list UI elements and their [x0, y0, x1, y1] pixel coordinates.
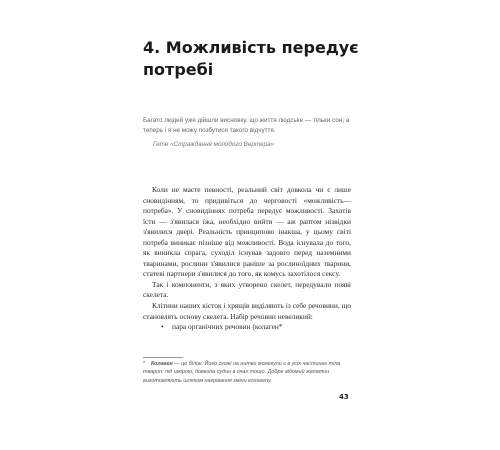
- paragraph: Так і компоненти, з яких утворено скелет, передували появі скелета.: [143, 279, 351, 300]
- footnote-divider: [143, 357, 183, 358]
- footnote-term: Колаген: [151, 361, 173, 367]
- paragraph: Клітини наших кісток і хрящів виділяють із себе речовини, що становлять основу скелета. Набір речовин невеликий:: [143, 301, 351, 321]
- chapter-title: 4. Можливість передує потребі: [143, 38, 359, 79]
- page-number: 43: [339, 393, 349, 401]
- footnote: [143, 360, 353, 385]
- bullet-item: [143, 322, 351, 333]
- epigraph-text: Багато людей уже дійшли висновку, що життя людське — тільки сон, а теперь і я не можу позбутися такого відчуття.: [143, 117, 350, 134]
- epigraph: [143, 116, 353, 150]
- epigraph-source: Гете «Страждання молодого Вертера»: [153, 141, 275, 148]
- bullet-marker: •: [161, 322, 164, 332]
- paragraph: Коли не маєте певності, реальний світ довкола чи є лише сновидінням, то придивіться до черговості «можливість—потреба». У сновидіннях потреба передує можливості. Захотів їсти — з'явилася їжа, необхідно вийти — аж раптом нізвідки з'явилися двері. Реальність принципово інакша, у цьому світі потреба виникає пізніше від можливості. Вода існувала до того, як виникла спрага, суходіл існував задовго перед наземними тваринами, рослини з'явилися раніше за рослиноїдних тварини, статеві партнери з'явилися до того, як комусь захотілося сексу.: [143, 185, 351, 279]
- body-text: [143, 185, 351, 333]
- footnote-text: — це білок. Його схожі на нитки молекули є в усіх частинах тіла тварин: під шкірою, довкола судин в очах тощо. Добре відомий желатин виготовляють шляхом нагрівання зміни колагену.: [143, 361, 341, 384]
- footnote-marker: *: [143, 361, 146, 367]
- bullet-text: пара органічних речовин (колаген*: [172, 322, 283, 332]
